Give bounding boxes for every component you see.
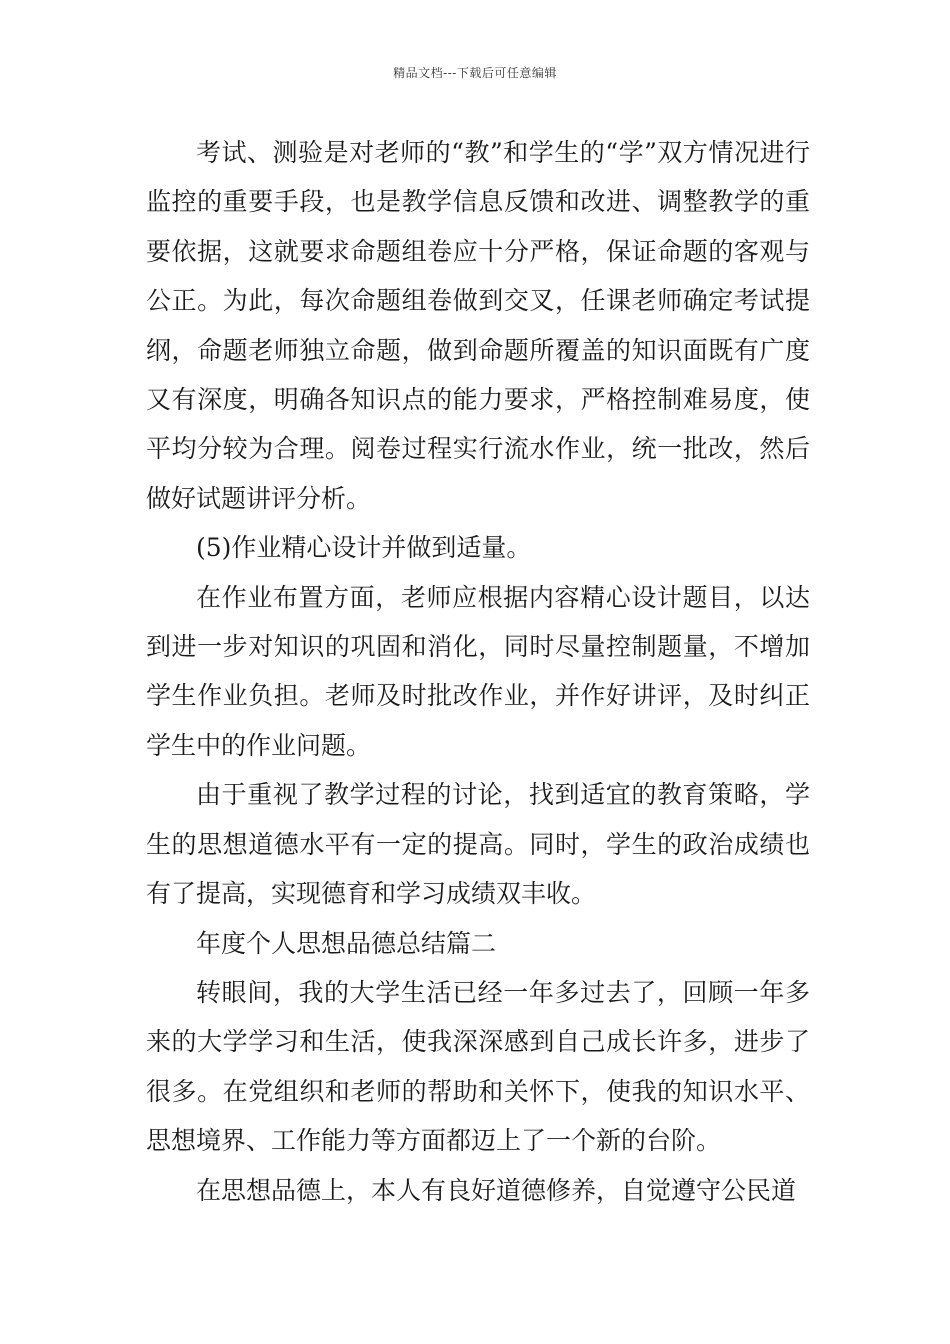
paragraph-college-life — [146, 968, 810, 1166]
text-line: 题的客观与公正。为此，每次命题组卷做到交叉，任课老 — [146, 236, 810, 316]
text-line: 知识面既有广度又有深度，明确各知识点的能力要求，严 — [146, 335, 810, 415]
text-line: 在作业布置方面，老师应根据内容精心设计题目，以 — [196, 582, 785, 612]
text-line: 格控制难易度，使平均分较为合理。阅卷过程实行流水作 — [146, 385, 810, 464]
document-body — [146, 128, 810, 1215]
text-line: 教学的重要依据，这就要求命题组卷应十分严格，保证命 — [146, 187, 810, 266]
paragraph-exam-monitoring — [146, 128, 810, 523]
text-line: 年度个人思想品德总结篇二 — [196, 928, 497, 958]
text-line: 考试、测验是对老师的“教”和学生的“学”双方情 — [196, 138, 734, 167]
text-line: 师确定考试提纲，命题老师独立命题，做到命题所覆盖的 — [146, 286, 810, 365]
text-line: 步了很多。在党组织和老师的帮助和关怀下，使我的知识 — [146, 1027, 810, 1106]
paragraph-results — [146, 770, 810, 918]
section-title — [146, 919, 810, 968]
paragraph-homework-design — [146, 573, 810, 771]
page-header: 精品文档---下载后可任意编辑 — [393, 66, 557, 80]
text-line: 水平、思想境界、工作能力等方面都迈上了一个新的台阶。 — [146, 1076, 810, 1156]
text-line: 绩也有了提高，实现德育和学习成绩双丰收。 — [146, 829, 810, 909]
text-line: (5)作业精心设计并做到适量。 — [196, 533, 532, 563]
paragraph-moral-character — [146, 1166, 810, 1215]
text-line: 况进行监控的重要手段，也是教学信息反馈和改进、调整 — [146, 138, 810, 217]
text-line: 转眼间，我的大学生活已经一年多过去了，回顾一年 — [196, 977, 785, 1007]
text-line: 增加学生作业负担。老师及时批改作业，并作好讲评，及 — [146, 632, 810, 711]
text-line: 在思想品德上，本人有良好道德修养，自觉遵守公民道 — [196, 1175, 797, 1205]
text-line: 多来的大学学习和生活，使我深深感到自己成长许多，进 — [146, 977, 810, 1057]
text-line: 达到进一步对知识的巩固和消化，同时尽量控制题量，不 — [146, 582, 810, 662]
text-line: 业，统一批改，然后做好试题讲评分析。 — [146, 434, 810, 513]
paragraph-homework-heading — [146, 523, 810, 572]
text-line: 时纠正学生中的作业问题。 — [146, 681, 810, 760]
text-line: 学生的思想道德水平有一定的提高。同时，学生的政治成 — [146, 780, 810, 859]
text-line: 由于重视了教学过程的讨论，找到适宜的教育策略， — [196, 780, 785, 810]
